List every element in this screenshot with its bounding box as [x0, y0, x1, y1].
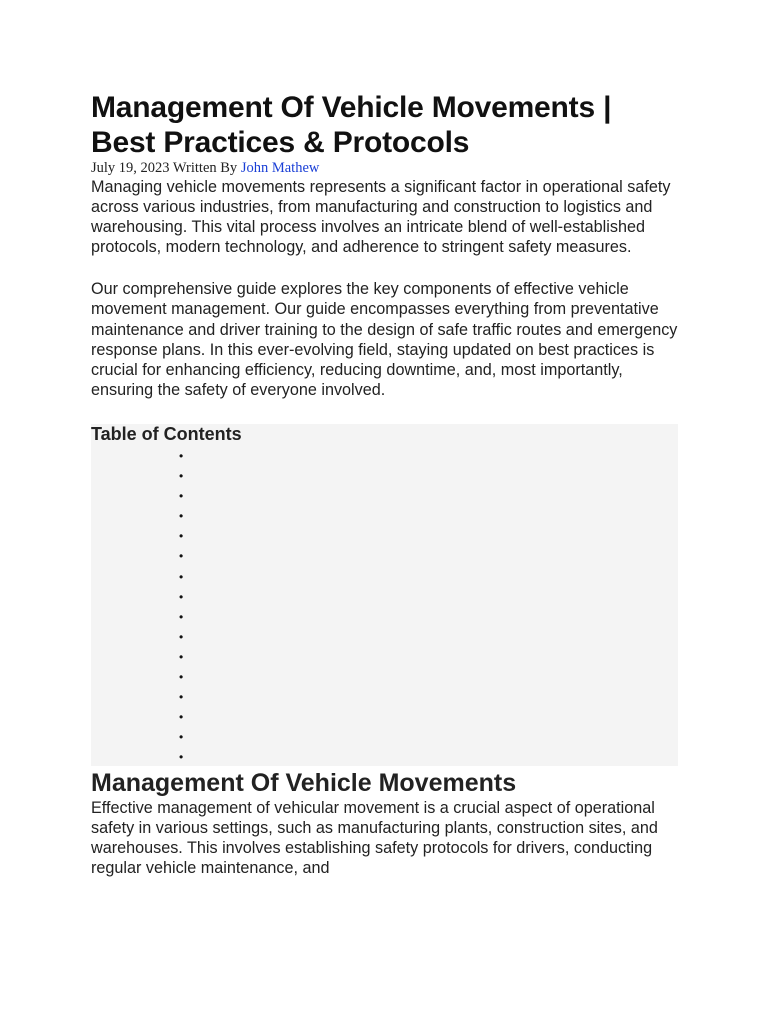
toc-item[interactable]: [179, 466, 183, 486]
toc-item[interactable]: [179, 587, 183, 607]
section-heading: Management Of Vehicle Movements: [91, 768, 517, 797]
toc-item[interactable]: [179, 506, 183, 526]
page-title: Management Of Vehicle Movements | Best Practices & Protocols: [91, 91, 612, 159]
article-meta: [91, 160, 681, 177]
toc-item[interactable]: [179, 647, 183, 667]
article: [91, 90, 681, 878]
toc-item[interactable]: [179, 607, 183, 627]
toc-list: [179, 446, 183, 768]
written-by-label: Written By: [172, 160, 238, 176]
publish-date: July 19, 2023: [91, 160, 170, 176]
toc-item[interactable]: [179, 546, 183, 566]
intro-paragraph-1: Managing vehicle movements represents a significant factor in operational safety across various industries, from manufacturing and construction to logistics and warehousing. This vital process involves an intricate blend of well-established protocols, modern technology, and adherence to stringent safety measures.: [91, 178, 671, 257]
intro-paragraph-2: Our comprehensive guide explores the key components of effective vehicle movement management. Our guide encompasses everything from preventative maintenance and driver training to the design of safe traffic routes and emergency response plans. In this ever-evolving field, staying updated on best practices is crucial for enhancing efficiency, reducing downtime, and, most importantly, ensuring the safety of everyone involved.: [91, 280, 678, 399]
toc-item[interactable]: [179, 707, 183, 727]
author-link[interactable]: John Mathew: [240, 160, 320, 176]
table-of-contents: [91, 424, 678, 766]
toc-item[interactable]: [179, 747, 183, 767]
toc-item[interactable]: [179, 727, 183, 747]
toc-item[interactable]: [179, 687, 183, 707]
section-paragraph: Effective management of vehicular movement is a crucial aspect of operational safety in various settings, such as manufacturing plants, construction sites, and warehouses. This involves establishing safety protocols for drivers, conducting regular vehicle maintenance, and: [91, 798, 658, 878]
toc-item[interactable]: [179, 667, 183, 687]
toc-item[interactable]: [179, 567, 183, 587]
toc-item[interactable]: [179, 446, 183, 466]
toc-item[interactable]: [179, 486, 183, 506]
toc-item[interactable]: [179, 627, 183, 647]
toc-title: Table of Contents: [91, 423, 242, 444]
toc-item[interactable]: [179, 526, 183, 546]
